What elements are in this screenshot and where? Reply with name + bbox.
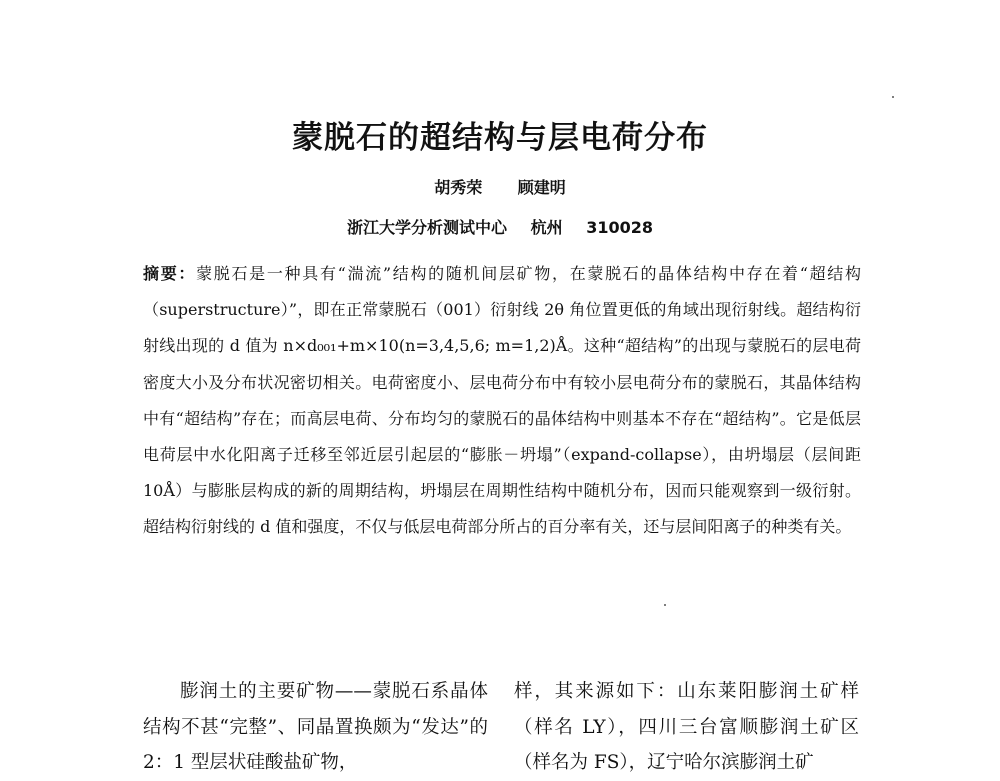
scan-speck [664,604,666,606]
affiliation [0,216,1000,240]
author-list [0,176,1000,200]
abstract [143,256,861,546]
affiliation-city: 杭州 [530,218,563,237]
paper-title: 蒙脱石的超结构与层电荷分布 [292,120,708,156]
body-right-column: 样，其来源如下：山东莱阳膨润土矿样（样名 LY），四川三台富顺膨润土矿区（样名为 FS），辽宁哈尔滨膨润土矿 [514,681,859,773]
body-left-column: 膨润土的主要矿物——蒙脱石系晶体结构不甚“完整”、同晶置换颇为“发达”的 2：1 型层状硅酸盐矿物， [143,681,488,773]
author-name: 胡秀荣 [434,178,483,197]
author-name: 顾建明 [517,178,566,197]
abstract-label: 摘要： [143,264,197,283]
affiliation-institution: 浙江大学分析测试中心 [347,218,508,237]
affiliation-postcode: 310028 [586,218,653,237]
abstract-text: 蒙脱石是一种具有“湍流”结构的随机间层矿物，在蒙脱石的晶体结构中存在着“超结构（superstructure）”，即在正常蒙脱石（001）衍射线 2θ 角位置更低的角域出现衍射线。超结构衍射线出现的 d 值为 n×d₀₀₁+m×10(n=3,4,5,6; m=1,2)Å。这种“超结构”的出现与蒙脱石的层电荷密度大小及分布状况密切相关。电荷密度小、层电荷分布中有较小层电荷分布的蒙脱石，其晶体结构中有“超结构”存在；而高层电荷、分布均匀的蒙脱石的晶体结构中则基本不存在“超结构”。它是低层电荷层中水化阳离子迁移至邻近层引起层的“膨胀－坍塌”（expand-collapse），由坍塌层（层间距 10Å）与膨胀层构成的新的周期结构，坍塌层在周期性结构中随机分布，因而只能观察到一级衍射。超结构衍射线的 d 值和强度，不仅与低层电荷部分所占的百分率有关，还与层间阳离子的种类有关。 [143,264,861,537]
scan-speck [892,96,894,98]
